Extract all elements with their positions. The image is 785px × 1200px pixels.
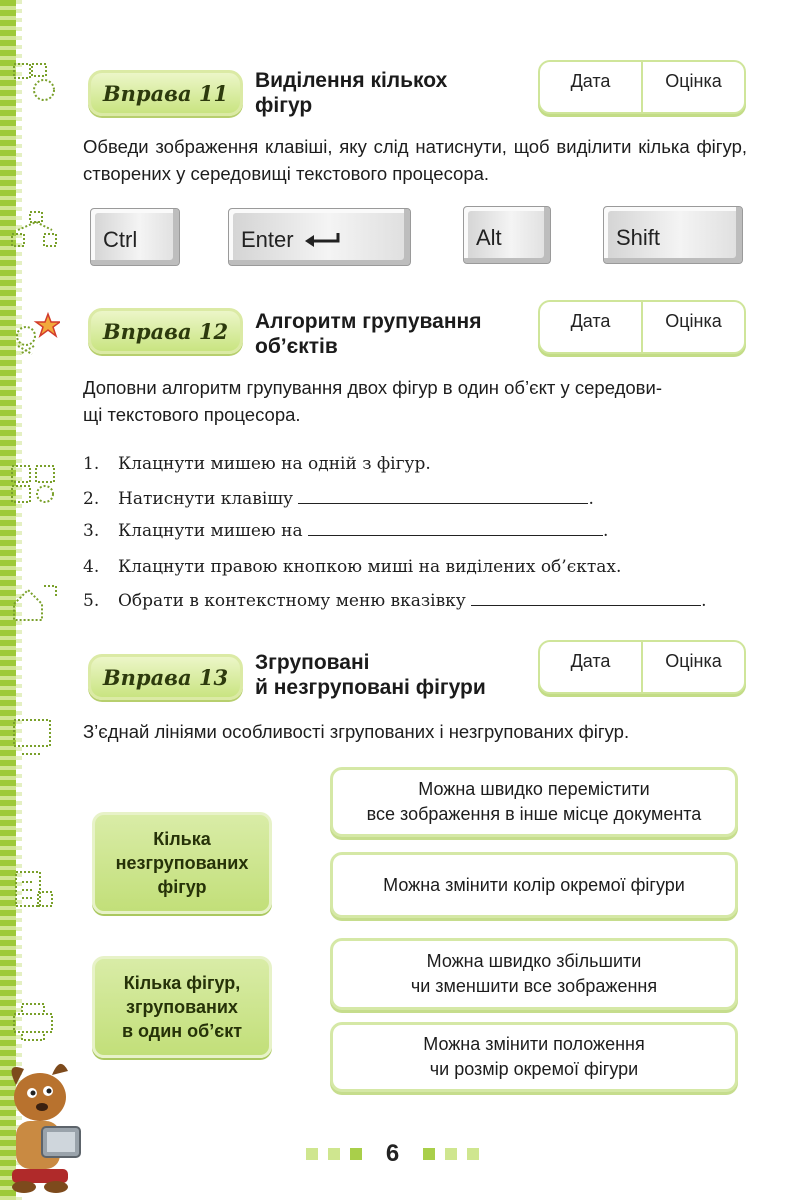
grouped-figures-box[interactable]: Кілька фігур, згрупованих в один об’єкт [92,956,272,1058]
step-3-answer-blank[interactable] [308,521,603,536]
decor-square [328,1148,340,1160]
date-label: Дата [540,642,643,692]
enter-arrow-icon [304,232,342,248]
decor-square [445,1148,457,1160]
decor-square [423,1148,435,1160]
tree-diagram-icon [8,210,60,254]
date-label: Дата [540,302,643,352]
decor-square [306,1148,318,1160]
step-1: 1. Клацнути мишею на одній з фігур. [83,454,431,474]
exercise-13-date-grade [538,640,746,694]
exercise-13-task: З’єднай лініями особливості згрупованих і незгрупованих фігур. [83,721,630,742]
monitor-icon [8,716,60,760]
exercise-12-badge: Вправа 12 [88,308,243,354]
date-label: Дата [540,62,643,112]
grade-label: Оцінка [665,71,722,91]
feature-change-color-box[interactable]: Можна змінити колір окремої фігури [330,852,738,918]
feature-change-position-box[interactable]: Можна змінити положення чи розмір окремої фігури [330,1022,738,1092]
grade-label: Оцінка [665,651,722,671]
exercise-11-badge: Вправа 11 [88,70,243,116]
star-cat-icon [8,312,60,356]
step-5: 5. Обрати в контекстному меню вказівку . [83,591,707,611]
exercise-11-task: Обведи зображення клавіші, яку слід натиснути, щоб виділити кілька фігур, створених у середовищі текстового процесора. [83,136,747,184]
house-network-icon [8,580,60,624]
exercise-12-task: Доповни алгоритм групування двох фігур в один об’єкт у середови- щі текстового процесора. [83,377,662,425]
exercise-11-title: Виділення кількох фігур [255,69,448,117]
step-3: 3. Клацнути мишею на . [83,521,609,541]
page-number: 6 [385,1140,400,1167]
decor-square [467,1148,479,1160]
dog-mascot-illustration [2,1055,92,1195]
ctrl-key[interactable]: Ctrl [90,208,180,266]
page-number-row [0,1140,785,1168]
feature-move-all-box[interactable]: Можна швидко перемістити все зображення в інше місце документа [330,767,738,837]
grade-label: Оцінка [665,311,722,331]
enter-key[interactable]: Enter [228,208,411,266]
alt-key[interactable]: Alt [463,206,551,264]
exercise-11-date-grade [538,60,746,114]
exercise-12-date-grade [538,300,746,354]
printer-icon [8,1000,60,1044]
step-2-answer-blank[interactable] [298,489,588,504]
exercise-13-badge: Вправа 13 [88,654,243,700]
smiley-grid-icon [8,60,60,104]
step-5-answer-blank[interactable] [471,591,701,606]
exercise-12-title: Алгоритм групування об’єктів [255,310,482,358]
step-4: 4. Клацнути правою кнопкою миші на виділених об’єктах. [83,557,622,577]
ungrouped-figures-box[interactable]: Кілька незгрупованих фігур [92,812,272,914]
feature-resize-all-box[interactable]: Можна швидко збільшити чи зменшити все зображення [330,938,738,1010]
shift-key[interactable]: Shift [603,206,743,264]
step-2: 2. Натиснути клавішу . [83,489,594,509]
document-icon [8,868,60,912]
table-grid-icon [8,462,60,506]
exercise-13-title: Згруповані й незгруповані фігури [255,651,486,699]
decor-square [350,1148,362,1160]
